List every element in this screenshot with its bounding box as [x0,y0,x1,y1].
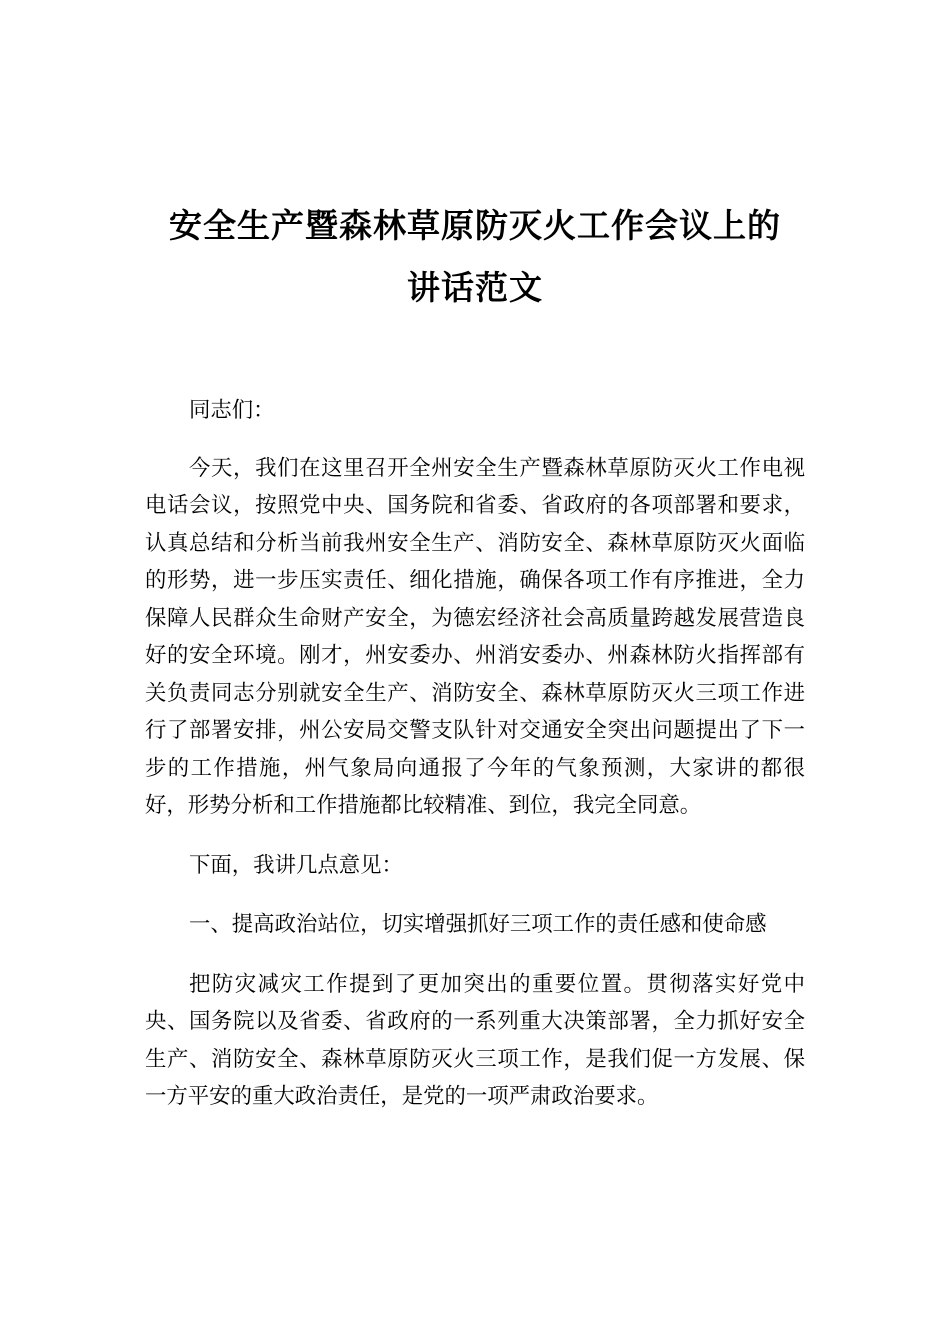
greeting: 同志们： [189,398,275,423]
document-body [145,392,805,1138]
paragraph-transition: 下面，我讲几点意见： [189,852,403,878]
document-title-line-1: 安全生产暨森林草原防灭火工作会议上的 [169,206,781,245]
paragraph-opening: 今天，我们在这里召开全州安全生产暨森林草原防灭火工作电视电话会议，按照党中央、国务院和省委、省政府的各项部署和要求，认真总结和分析当前我州安全生产、消防安全、森林草原防灭火面临的形势，进一步压实责任、细化措施，确保各项工作有序推进，全力保障人民群众生命财产安全，为德宏经济社会高质量跨越发展营造良好的安全环境。刚才，州安委办、州消安委办、州森林防火指挥部有关负责同志分别就安全生产、消防安全、森林草原防灭火三项工作进行了部署安排，州公安局交警支队针对交通安全突出问题提出了下一步的工作措施，州气象局向通报了今年的气象预测，大家讲的都很好，形势分析和工作措施都比较精准、到位，我完全同意。 [145,455,805,818]
document-title-line-2: 讲话范文 [407,268,543,307]
paragraph-section-1: 把防灾减灾工作提到了更加突出的重要位置。贯彻落实好党中央、国务院以及省委、省政府的一系列重大决策部署，全力抓好安全生产、消防安全、森林草原防灭火三项工作，是我们促一方发展、保一方平安的重大政治责任，是党的一项严肃政治要求。 [145,971,805,1109]
section-heading-1: 一、提高政治站位，切实增强抓好三项工作的责任感和使命感 [189,912,767,937]
